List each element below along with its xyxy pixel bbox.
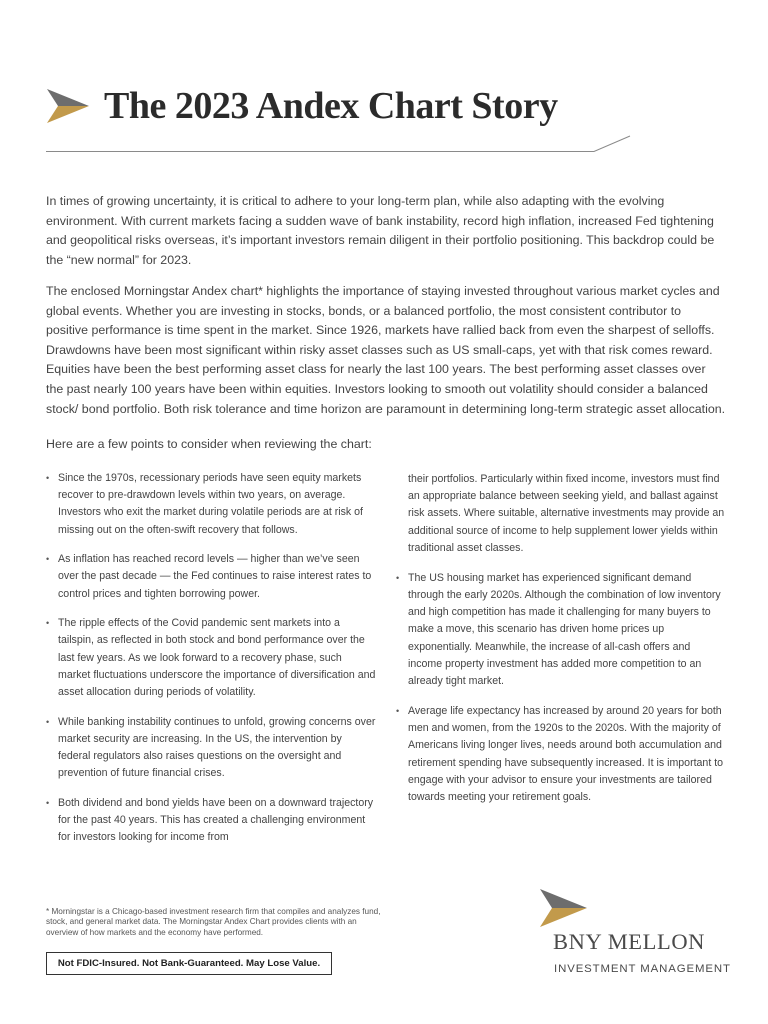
points-left-column	[46, 470, 376, 859]
points-right-column	[396, 471, 726, 819]
brand-name: BNY MELLON	[553, 929, 706, 954]
intro-paragraph-1: In times of growing uncertainty, it is critical to adhere to your long-term plan, while also adapting with the evolving environment. With current markets facing a sudden wave of bank instability, record high inflation, increased Fed tightening and geopolitical risks overseas, it’s important investors remain diligent in their portfolio positioning. This backdrop could be the “new normal” for 2023.	[46, 194, 715, 267]
list-item-continuation: their portfolios. Particularly within fixed income, investors must find an appropriate balance between seeking yield, and ballast against risk assets. Where suitable, alternative investments may provide an additional source of income to help supplement lower yields within traditional asset classes.	[408, 473, 725, 554]
points-lead-in: Here are a few points to consider when reviewing the chart:	[46, 437, 372, 451]
footnote: * Morningstar is a Chicago-based investment research firm that compiles and analyzes fund, stock, and general market data. The Morningstar Andex Chart provides clients with an overview of how markets and the economy have performed.	[46, 907, 381, 937]
list-item: • Both dividend and bond yields have been on a downward trajectory for the past 40 years. This has created a challenging environment for investors looking for income from	[46, 795, 376, 847]
list-item: • While banking instability continues to unfold, growing concerns over market security are increasing. In the US, the intervention by federal regulators also raises questions on the oversight and prevention of future financial crises.	[46, 714, 376, 783]
list-item: • The US housing market has experienced significant demand through the early 2020s. Although the combination of low inventory and high competition has made it challenging for many buyers to make a move, this scenario has driven home prices up exponentially. Meanwhile, the increase of all-cash offers and income property investment has added more competition to an already tight market.	[396, 570, 726, 690]
page-title: The 2023 Andex Chart Story	[104, 85, 558, 127]
fdic-disclaimer: Not FDIC-Insured. Not Bank-Guaranteed. May Lose Value.	[46, 952, 332, 975]
brand-subtitle: INVESTMENT MANAGEMENT	[554, 963, 731, 975]
list-item: • As inflation has reached record levels — higher than we’ve seen over the past decade — the Fed continues to raise interest rates to control prices and tighten borrowing power.	[46, 551, 376, 603]
title-divider	[46, 135, 632, 155]
list-item: • The ripple effects of the Covid pandemic sent markets into a tailspin, as reflected in both stock and bond performance over the last few years. As we look forward to a recovery phase, such market fluctuations underscore the importance of diversification and asset allocation during periods of volatility.	[46, 615, 376, 701]
bny-mellon-chevron-icon	[540, 889, 587, 927]
list-item: • Average life expectancy has increased by around 20 years for both men and women, from the 1920s to the 2020s. With the majority of Americans living longer lives, needs around both accumulation and retirement spending have subsequently increased. It is important to engage with your advisor to ensure your investments are tailored towards meeting your retirement goals.	[396, 703, 726, 806]
intro-paragraph-2: The enclosed Morningstar Andex chart* highlights the importance of staying invested throughout various market cycles and global events. Whether you are investing in stocks, bonds, or a balanced portfolio, the most consistent contributor to positive performance is time spent in the market. Since 1926, markets have rallied back from even the sharpest of selloffs. Drawdowns have been most significant within risky asset classes such as US small-caps, yet with that risk comes reward. Equities have been the best performing asset class for nearly the last 100 years. The best performing asset classes over the past nearly 100 years have been within equities. Investors looking to smooth out volatility should consider a balanced stock/ bond portfolio. Both risk tolerance and time horizon are paramount in determining long-term strategic asset allocation.	[46, 284, 726, 416]
list-item: • Since the 1970s, recessionary periods have seen equity markets recover to pre-drawdown levels within two years, on average. Investors who exit the market during volatile periods are at risk of missing out on the often-swift recovery that follows.	[46, 470, 376, 539]
bny-mellon-chevron-icon	[47, 89, 89, 123]
